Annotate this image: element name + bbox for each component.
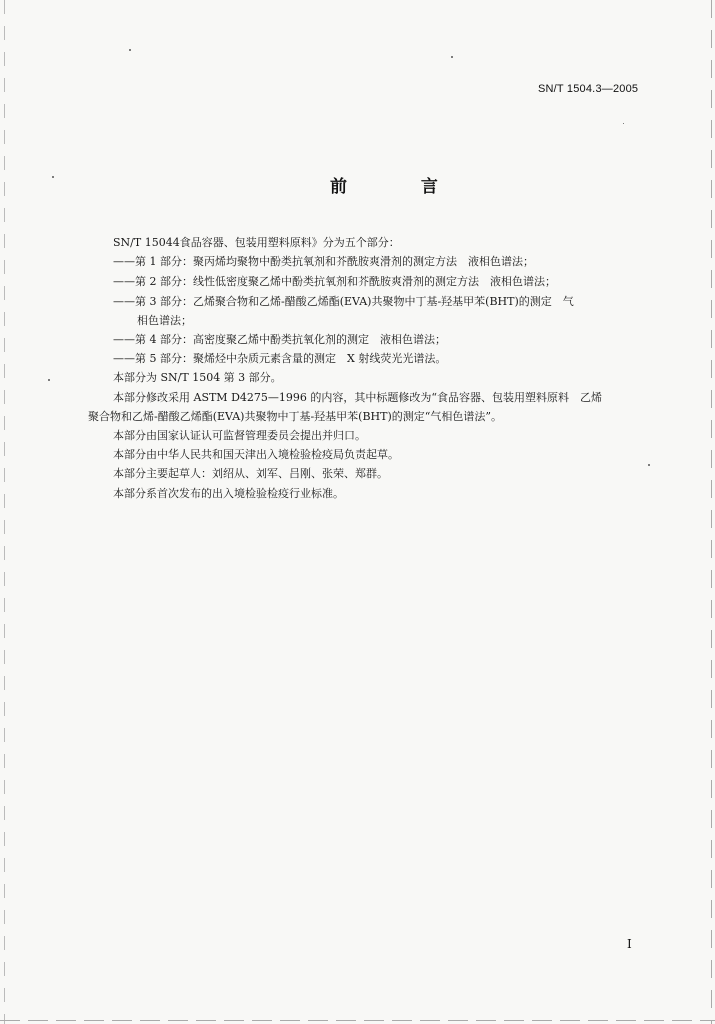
drafting-organization-statement: 本部分由中华人民共和国天津出入境检验检疫局负责起草。 [113,448,399,461]
modification-statement-continuation: 聚合物和乙烯-醋酸乙烯酯(EVA)共聚物中丁基-羟基甲苯(BHT)的测定“气相色谱法”。 [88,410,503,423]
scan-speck [623,123,624,124]
standard-code: SN/T 1504.3—2005 [538,83,639,95]
first-issue-statement: 本部分系首次发布的出入境检验检疫行业标准。 [113,487,344,500]
scan-speck [52,176,54,178]
part-of-statement: 本部分为 SN/T 1504 第 3 部分。 [113,371,282,384]
intro-line: SN/T 15044食品容器、包装用塑料原料》分为五个部分： [113,236,400,249]
part-list-item: ——第 3 部分：乙烯聚合物和乙烯-醋酸乙烯酯(EVA)共聚物中丁基-羟基甲苯(BHT)的测定 气 [113,295,574,308]
part-list-item: ——第 1 部分：聚丙烯均聚物中酚类抗氧剂和芥酰胺爽滑剂的测定方法 液相色谱法； [113,255,534,268]
scan-edge-right [711,0,712,1024]
scan-edge-bottom [0,1020,715,1021]
part-list-item: ——第 5 部分：聚烯烃中杂质元素含量的测定 X 射线荧光光谱法。 [113,352,447,365]
drafters-statement: 本部分主要起草人：刘绍从、刘军、吕刚、张荣、郑群。 [113,467,388,480]
scan-speck [648,464,650,466]
page-number: I [627,937,632,951]
scan-speck [129,49,131,51]
modification-statement: 本部分修改采用 ASTM D4275—1996 的内容，其中标题修改为“食品容器、包装用塑料原料 乙烯 [113,391,602,404]
scan-speck [48,379,50,381]
part-list-item: ——第 4 部分：高密度聚乙烯中酚类抗氧化剂的测定 液相色谱法； [113,333,446,346]
scan-edge-left [4,0,5,1024]
proposed-by-statement: 本部分由国家认证认可监督管理委员会提出并归口。 [113,429,366,442]
page-title: 前 言 [330,177,472,197]
part-list-item: ——第 2 部分：线性低密度聚乙烯中酚类抗氧剂和芥酰胺爽滑剂的测定方法 液相色谱法； [113,275,556,288]
part-list-item-continuation: 相色谱法； [137,314,192,327]
scan-speck [451,56,453,58]
